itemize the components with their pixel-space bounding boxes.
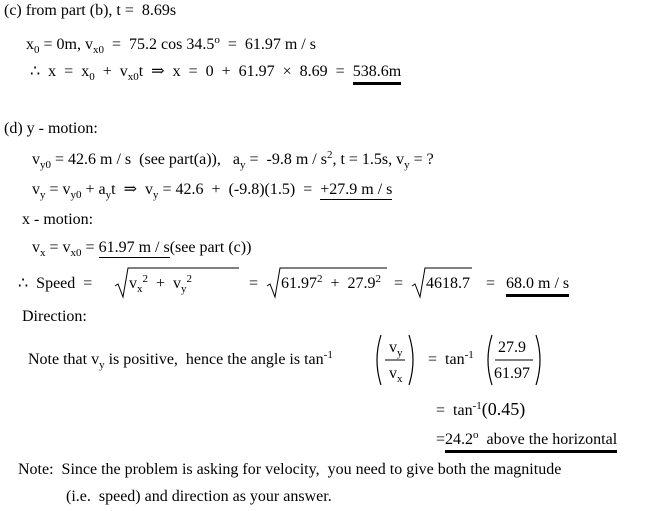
radicand-2: 61.97$^2$ + 27.9$^2$ [281, 273, 382, 292]
part-c-x-line: ∴ $x = x_0 + v_{x0}t$ ⇒ x = 0 + 61.97 × 8.69 = 538.6m [30, 63, 402, 83]
speed-answer: 68.0 m / s [506, 276, 569, 292]
fraction-vx: $v_x$ [389, 365, 403, 385]
angle-statement: Note that $v_y$ is positive, hence the angle is $\tan^{-1}$ [28, 349, 333, 371]
angle-answer: 24.2$^o$ above the horizontal [445, 431, 617, 453]
vx-value: 61.97 m / s [98, 239, 170, 256]
radicand-1: $v_x^2 + v_y^2$ [129, 273, 193, 295]
eq-2: = [394, 275, 404, 292]
vy-line: $v_y = v_{y0} + a_yt$ ⇒ $v_y = 42.6 + (-9.8)(1.5) = +27.9$ m / s [32, 181, 393, 201]
note-line-2: (i.e. speed) and direction as your answer. [66, 488, 332, 505]
part-c-answer: 538.6m [353, 63, 401, 85]
x-motion-heading: x - motion: [22, 211, 94, 228]
part-c-heading: (c) from part (b), t = 8.69s [4, 2, 177, 19]
direction-label: Direction: [22, 308, 87, 325]
vy-answer: +27.9 m / s [320, 181, 393, 198]
note-line-1: Note: Since the problem is asking for velocity, you need to give both the magnitude [18, 461, 562, 478]
part-c-vx0-line: $x_0 = 0m$, $v_{x0} = 75.2$ cos 34.5$^o$ = 61.97 m / s [26, 34, 316, 56]
part-d-heading: (d) y - motion: [4, 120, 98, 137]
eq-1: = [249, 275, 259, 292]
angle-step-3: $=24.2^o$ above the horizontal [436, 432, 617, 448]
fraction-num: 27.9 [498, 339, 526, 356]
fraction-vy: $v_y$ [389, 339, 403, 359]
angle-eq: = $\tan^{-1}$ [428, 349, 474, 368]
fraction-den: 61.97 [494, 365, 530, 382]
radicand-3: 4618.7 [426, 275, 470, 292]
vx-line: $v_x = v_{x0} = 61.97$ m / s(see part (c)) [32, 239, 252, 259]
vy0-line: $v_{y0} = 42.6$ m / s (see part(a)), $a_y = -9.8$ m / $s^2$, t = 1.5s, $v_y$ = ? [32, 149, 434, 171]
eq-3: = [486, 275, 496, 292]
speed-label: ∴ Speed = [18, 275, 93, 292]
angle-step-2: = $\tan^{-1}(0.45)$ [436, 399, 526, 419]
